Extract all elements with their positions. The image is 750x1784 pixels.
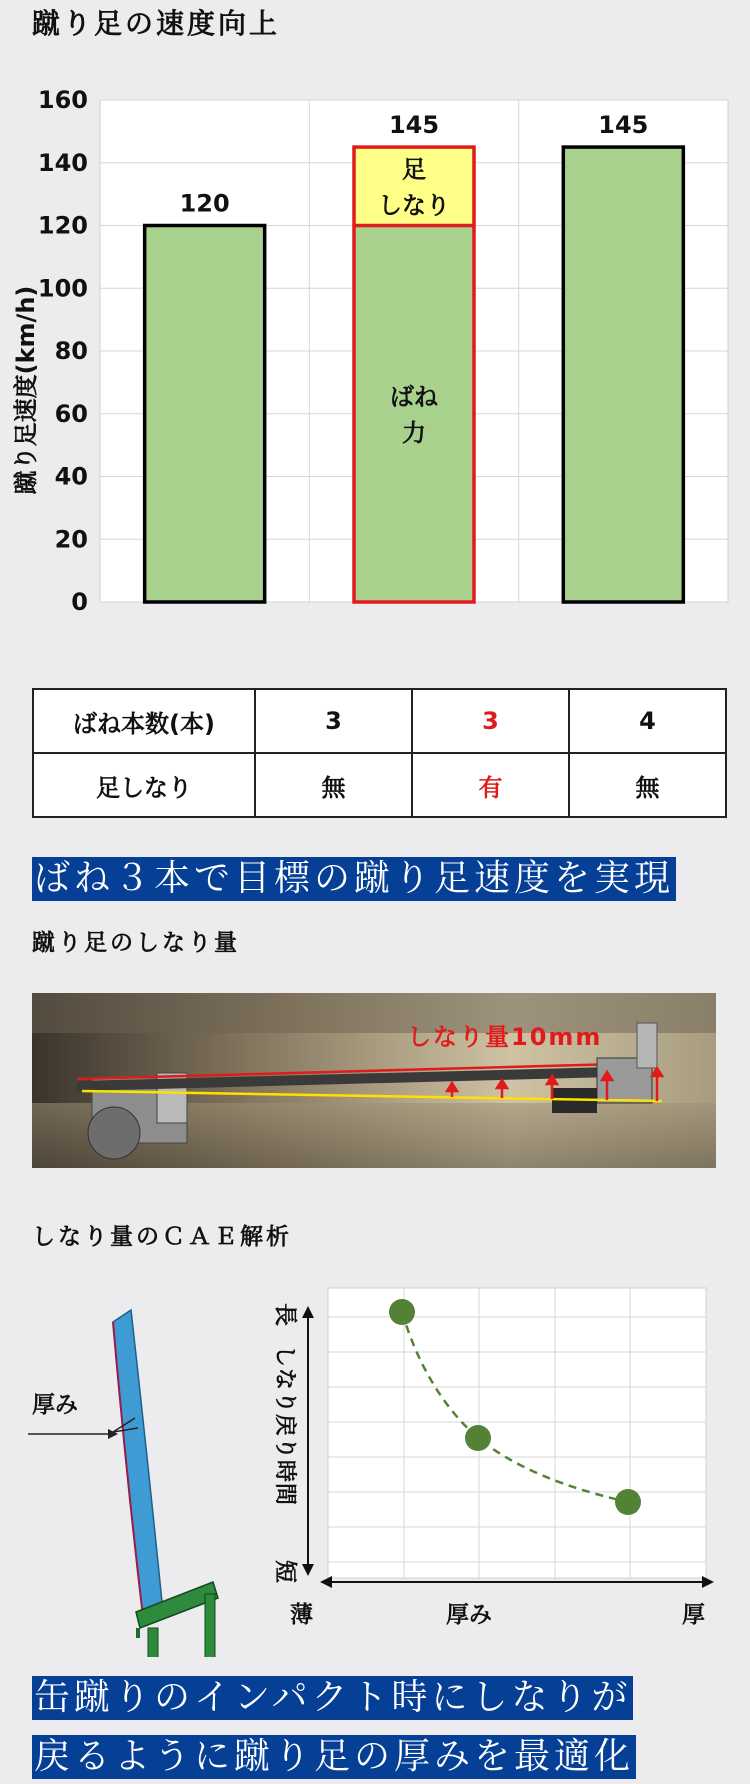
thickness-label: 厚み bbox=[32, 1392, 78, 1418]
deflection-section-title: 蹴り足のしなり量 bbox=[32, 930, 240, 956]
speed-bar-chart bbox=[0, 80, 750, 640]
spec-cell: 4 bbox=[569, 689, 726, 753]
y-tick-label: 20 bbox=[54, 525, 88, 554]
spec-cell: 無 bbox=[255, 753, 412, 817]
spec-cell: 3 bbox=[255, 689, 412, 753]
spec-table bbox=[32, 688, 727, 818]
spec-cell: 3 bbox=[412, 689, 569, 753]
y-tick-label: 160 bbox=[37, 86, 88, 114]
conclusion-banner-line1: 缶蹴りのインパクト時にしなりが bbox=[34, 1677, 632, 1718]
result-banner: ばね３本で目標の蹴り足速度を実現 bbox=[34, 858, 675, 899]
speed-section-title: 蹴り足の速度向上 bbox=[32, 7, 281, 40]
bar-segment-label: 力 bbox=[402, 418, 426, 447]
y-tick-label: 0 bbox=[71, 588, 88, 616]
leg-model-illustration bbox=[28, 1282, 238, 1657]
bar-value-label: 120 bbox=[179, 189, 230, 218]
bar-3-segment-1 bbox=[563, 147, 683, 602]
deflection-photo bbox=[32, 993, 716, 1168]
y-tick-label: 140 bbox=[37, 148, 88, 177]
spec-row-header: ばね本数(本) bbox=[33, 689, 255, 753]
cae-point-thick bbox=[615, 1489, 641, 1515]
bar-1-segment-1 bbox=[145, 226, 265, 603]
y-tick-label: 80 bbox=[54, 337, 88, 365]
spec-table-row bbox=[33, 753, 726, 817]
y-tick-label: 100 bbox=[37, 274, 88, 303]
y-axis-top-label: 長 bbox=[272, 1303, 298, 1326]
bar-2-segment-1 bbox=[354, 226, 474, 603]
cae-point-thin bbox=[389, 1299, 415, 1325]
chart-y-axis-label: 蹴り足速度(km/h) bbox=[12, 285, 40, 495]
conclusion-banner-line2: 戻るように蹴り足の厚みを最適化 bbox=[34, 1736, 635, 1777]
bar-segment-label: しなり bbox=[378, 191, 450, 220]
y-tick-label: 60 bbox=[54, 399, 88, 428]
x-axis-left-label: 薄 bbox=[290, 1602, 313, 1628]
x-axis-right-label: 厚 bbox=[682, 1602, 705, 1628]
cae-point-mid bbox=[465, 1425, 491, 1451]
spec-cell: 有 bbox=[412, 753, 569, 817]
spec-cell: 無 bbox=[569, 753, 726, 817]
bar-value-label: 145 bbox=[388, 111, 440, 140]
deflection-annotation: しなり量10mm bbox=[407, 1023, 603, 1051]
cae-section-title: しなり量のＣＡＥ解析 bbox=[32, 1224, 292, 1250]
y-tick-label: 120 bbox=[37, 211, 88, 240]
cae-y-axis-label: しなり戻り時間 bbox=[272, 1345, 297, 1507]
bar-value-label: 145 bbox=[598, 111, 649, 140]
x-axis-mid-label: 厚み bbox=[446, 1602, 492, 1628]
bar-segment-label: ばね bbox=[390, 382, 438, 411]
bar-segment-label: 足 bbox=[402, 155, 426, 184]
y-axis-bottom-label: 短 bbox=[272, 1560, 298, 1583]
y-tick-label: 40 bbox=[54, 462, 88, 491]
cae-trend-plot bbox=[250, 1270, 720, 1640]
spec-table-row bbox=[33, 689, 726, 753]
spec-row-header: 足しなり bbox=[33, 753, 255, 817]
